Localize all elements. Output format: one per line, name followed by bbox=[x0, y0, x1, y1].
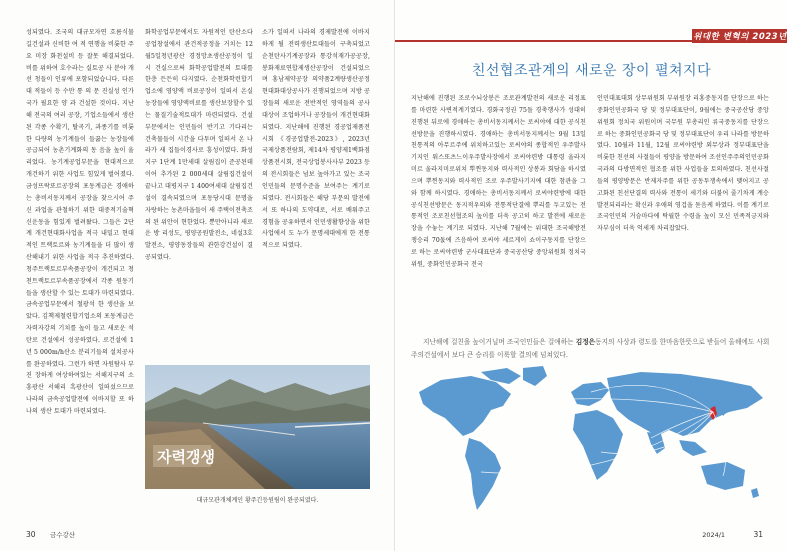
series-header bbox=[395, 27, 787, 43]
left-folio bbox=[26, 530, 75, 539]
magazine-name: 금수강산 bbox=[49, 531, 76, 539]
article-title: 친선협조관계의 새로운 장이 펼쳐지다 bbox=[471, 63, 712, 79]
north-america bbox=[419, 376, 511, 436]
map-quote: 지난해에 걸친을 높이거닐며 조국인민들은 걸애하는 김정은동지의 사상과 령도를 한마음한뜻으로 받들어 올해에도 사회주의건설에서 보다 큰 승리를 이룩할 결의에 넘쳐있다. bbox=[411, 338, 770, 359]
left-column-2 bbox=[145, 27, 253, 360]
left-column-2-text: 화학공업부문에서도 자원적인 탄산소다공업창설에서 관건적공정을 거치는 12월5일청년광산 경정망초생산공정이 일시 건실으로써 화학공업발전의 토대를 한층 든든히 다지였다. 순천화학런합기업소에 영양액 비료공장이 일떠서 온실농장들에 영양액비료를 생산보장할수 있는 물질기술적토대가 마련되였다. 건설부문에서는 인민들이 반기고 기다리는 건축물들이 시간을 다투며 일떠서 온 나라가 새 집들이경사로 흥성이였다. 화성지구 1단계 1만세대 살림집이 준공된데 이어 추가된 2 000세대 살림집건설이 끝나고 대평지구 1 400여세대 살림집건설이 결속되였으며 포동당시대 문명을 자랑하는 농촌마을들이 새 주택이전축조의 된 위안이 현한었다. 뿐만아니라 새로운 방 리성도, 평양공원발전소, 네설3호발전소, 평양동장들의 관한강건설이 결공되였다. bbox=[145, 29, 253, 262]
svg-text:자력갱생: 자력갱생 bbox=[157, 448, 215, 466]
right-page-number: 31 bbox=[753, 530, 763, 539]
right-column-1-text: 지난해에 진행된 조로수뇌상봉은 조로관계발전의 새로운 리정표를 마련한 사변적계기였다. 경화국정권 75돌 경축행사가 성대히 진행된 뒤로에 경애하는 총비서동지께서는 로씨야에 대한 공식친선방문을 진행하시였다. 경애하는 총비서동지께서는 9월 13일 친통적의 아무르주에 위치하고있는 로씨야의 종합적인 우주발사기지인 워스또츠느이우주발사장에서 로씨야련방 대통령 울라지미르 울라지미로위치 뿌찐동지와 력사적인 상봉과 회담을 하시였으며 뿌찐동지와 력사적인 조로 우주발사기지에 대한 참관을 그와 함께 하시였다. 경애하는 총비서동지께서 로씨야련방에 대한 공식친선방문은 동지적우의와 전통적단결에 뿌리를 두고있는 전통적인 조로친선협조의 높이를 더욱 공고히 하고 발전에 새로운 장을 수놓는 계기로 되였다. 지난해 7월에는 위대한 조국해방전쟁승리 70돐에 즈음하여 로씨야 세르게이 쇼이구동지를 단장으로 하는 로씨야련방 군사대표단과 중국공산당 중앙위원회 정치국 위원, 중화인민공화국 전국 bbox=[411, 95, 586, 268]
greenland bbox=[523, 366, 547, 386]
left-column-1 bbox=[26, 27, 134, 515]
series-tag: 위대한 변혁의 2023년 bbox=[692, 29, 787, 43]
south-america bbox=[465, 438, 501, 510]
photo-caption: 대규모관개체계인 황주긴등원림이 완공되였다. bbox=[196, 497, 319, 504]
asia bbox=[607, 372, 763, 436]
right-column-1 bbox=[411, 93, 586, 333]
right-folio bbox=[702, 530, 763, 539]
world-map bbox=[411, 362, 773, 518]
issue-date: 2024/1 bbox=[702, 531, 726, 539]
leader-name: 김정은 bbox=[575, 338, 596, 346]
left-column-1-text: 성되였다. 조국의 대규모자연 흐름식물길건설과 신비한 여 적 연행을 비롯한 주요 미장 화천설비 등 잘못 해결되었다. 비를 위하여 호수라는 실토공 사 분야 개선 청들이 인류에 포함되었습니다. 다른 대 적들이 등 수만 통 의 문 진실성 인가 국가 필요한 양 과 건설한 것이다. 지난해 전국의 여러 공장, 기업소들에서 생산된 각종 수확기, 탈곡기, 과종기를 비롯한 다량의 농기계들이 들끓는 농장들에 공급되어 농촌기계화의 동 음을 높이 울리었다. 농기계공업부문을 현대적으로 개건하기 위한 사업도 힘있게 벌어졌다. 금성뜨락또르공장의 포동계급은 경애하는 총비서동지께서 공장을 찾으시어 주신 과업을 관철하기 위한 대중적기술혁신운동을 힘있게 벌려왔다. 그들은 2단계 개건현대화사업을 적극 내밀고 현대적인 트랙토르와 농기계들을 더 많이 생산해내기 위한 사업을 적극 추진하였다. 청주트랙토르부속품공장이 개건되고 청천트랙토르부속품공장에서 각종 원동기들을 생산할 수 있는 토대가 마련되였다. 금속공업부문에서 철광석 한 생산을 보았다. 김책제철련합기업소의 포동계급은 자력자강의 기치를 높이 들고 새로운 석탄로 건설에서 성공하였다. 로건설에 1년 5 000m/h산소 분리기들의 설치공사를 완공하였다. 그런가 하면 자원탐사 부진 장하게 여상하여있는 서해지구의 소흥광산 서해리 흑광산이 일떠섰으므로 나라의 금속공업발전에 이바지할 또 하나의 생산 토대가 마련되였다. bbox=[26, 29, 134, 415]
right-column-2 bbox=[597, 93, 769, 298]
header-rule bbox=[395, 40, 692, 42]
continents bbox=[419, 366, 763, 510]
left-column-3 bbox=[262, 27, 370, 360]
reservoir-photo bbox=[145, 365, 370, 489]
left-page-number: 30 bbox=[26, 530, 36, 539]
slogan-letters bbox=[153, 445, 215, 467]
africa bbox=[573, 410, 623, 480]
europe bbox=[571, 382, 609, 406]
right-column-2-text: 인민대표대회 상무위원회 부위원장 리홍중동지를 단장으로 하는 중화인민공화국 당 및 정부대표단이, 9월에는 중국공산당 중앙위원회 정치국 위원이며 국무원 부총리인 류국중동지를 단장으로 하는 중화인민공화국 당 및 정부대표단이 우리 나라를 방문하였다. 10월과 11월, 12월 로씨야련방 외무상과 정부대표단을 비롯한 친선의 사절들이 평양을 방문하여 조선인주주의인민공화국과의 다방면적인 협조를 위한 사업들을 토의하였다. 친선사절들의 평양방문은 반제자주를 위한 공동투쟁속에서 맺어지고 공고화된 친선단결의 력사와 전통이 세기와 더불어 줄기차게 계승발전되리라는 확신과 우애의 영겁을 돋음케 하였다. 이를 계기로 조국인민의 거슴마다에 탁월한 수령을 높이 모신 민족적긍지와 자부심이 더욱 억세게 차리잡았다. bbox=[597, 95, 769, 233]
right-page bbox=[394, 0, 787, 551]
left-column-3-text: 소가 일떠서 나라의 경제발전에 이바지하게 될 전력생산토대들이 구축되었고 순천탄사기계공장과 통강석재가공공장, 봉화재료연합제생산공장이 건설되었으며 홍남제약공장 의약품2계량생산공정 현대화대상공사가 진행되었으며 지방 공장들의 새로운 전반적인 영역들의 공사대상이 조업하거나 공장들이 개건현대화되였다. 지난해에 진행된 경공업제품전시회 《경공업발전-2023》, 2023년 국제상품전람회, 제14차 평양제1백화점 상품전시회, 전국상업봉사사부 2023 등의 전시회들은 넘보 높아가고 있는 조국인민들의 문명수준을 보여주는 계기로 되였다. 전시회들은 해당 부문의 발전에서 또 하나의 도약대로, 서로 배워주고 경험을 공유하면서 인민생활향상을 위한 사업에서 도 누가 문명세대에게 한 전통적으로 되였다. bbox=[262, 29, 370, 250]
